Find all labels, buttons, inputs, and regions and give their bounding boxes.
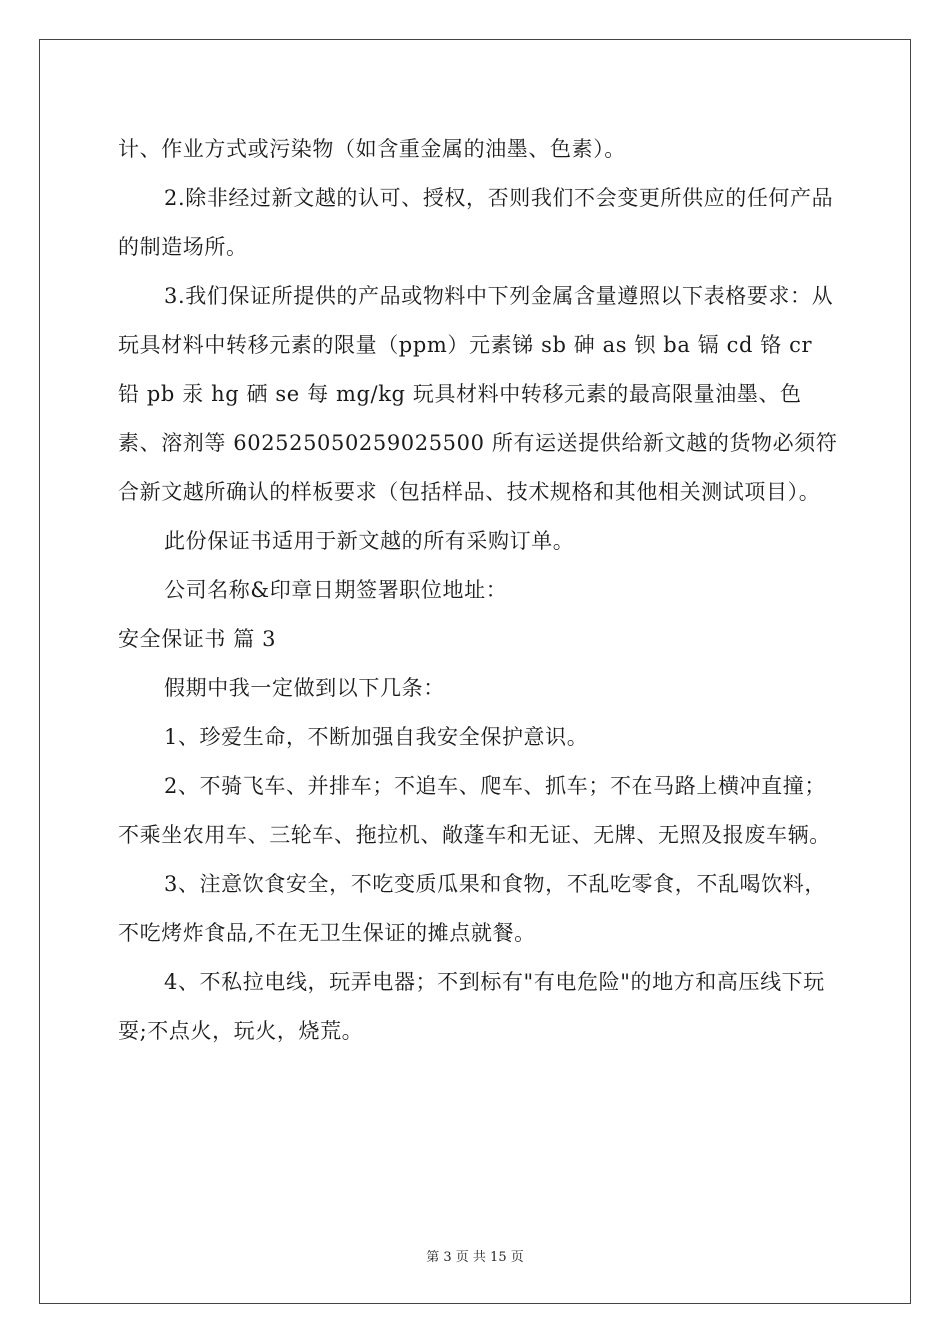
section-item-3: 3、注意饮食安全，不吃变质瓜果和食物，不乱吃零食，不乱喝饮料，不吃烤炸食品,不在无卫生保证的摊点就餐。 <box>118 872 826 945</box>
section-heading: 安全保证书 篇 3 <box>118 627 277 651</box>
section-item-2: 2、不骑飞车、并排车；不追车、爬车、抓车；不在马路上横冲直撞；不乘坐农用车、三轮车、拖拉机、敞蓬车和无证、无牌、无照及报废车辆。 <box>118 774 831 847</box>
section-intro: 假期中我一定做到以下几条： <box>164 676 445 700</box>
section-item-1: 1、珍爱生命，不断加强自我安全保护意识。 <box>164 725 589 749</box>
paragraph-item-2: 2.除非经过新文越的认可、授权，否则我们不会变更所供应的任何产品的制造场所。 <box>118 186 834 259</box>
paragraph-scope: 此份保证书适用于新文越的所有采购订单。 <box>164 529 575 553</box>
paragraph-continuation: 计、作业方式或污染物（如含重金属的油墨、色素）。 <box>118 137 626 161</box>
paragraph-signature-line: 公司名称&印章日期签署职位地址： <box>164 578 508 602</box>
section-item-4: 4、不私拉电线，玩弄电器；不到标有"有电危险"的地方和高压线下玩耍;不点火，玩火，烧荒。 <box>118 970 825 1043</box>
document-body <box>118 125 838 1056</box>
paragraph-item-3: 3.我们保证所提供的产品或物料中下列金属含量遵照以下表格要求：从玩具材料中转移元素的限量（ppm）元素锑 sb 砷 as 钡 ba 镉 cd 铬 cr 铅 pb 汞 hg 硒 se 每 mg/kg 玩具材料中转移元素的最高限量油墨、色素、溶剂等 602525050259025500 所有运送提供给新文越的货物必须符合新文越所确认的样板要求（包括样品、技术规格和其他相关测试项目）。 <box>118 284 838 504</box>
page-number-footer: 第 3 页 共 15 页 <box>426 1250 524 1265</box>
